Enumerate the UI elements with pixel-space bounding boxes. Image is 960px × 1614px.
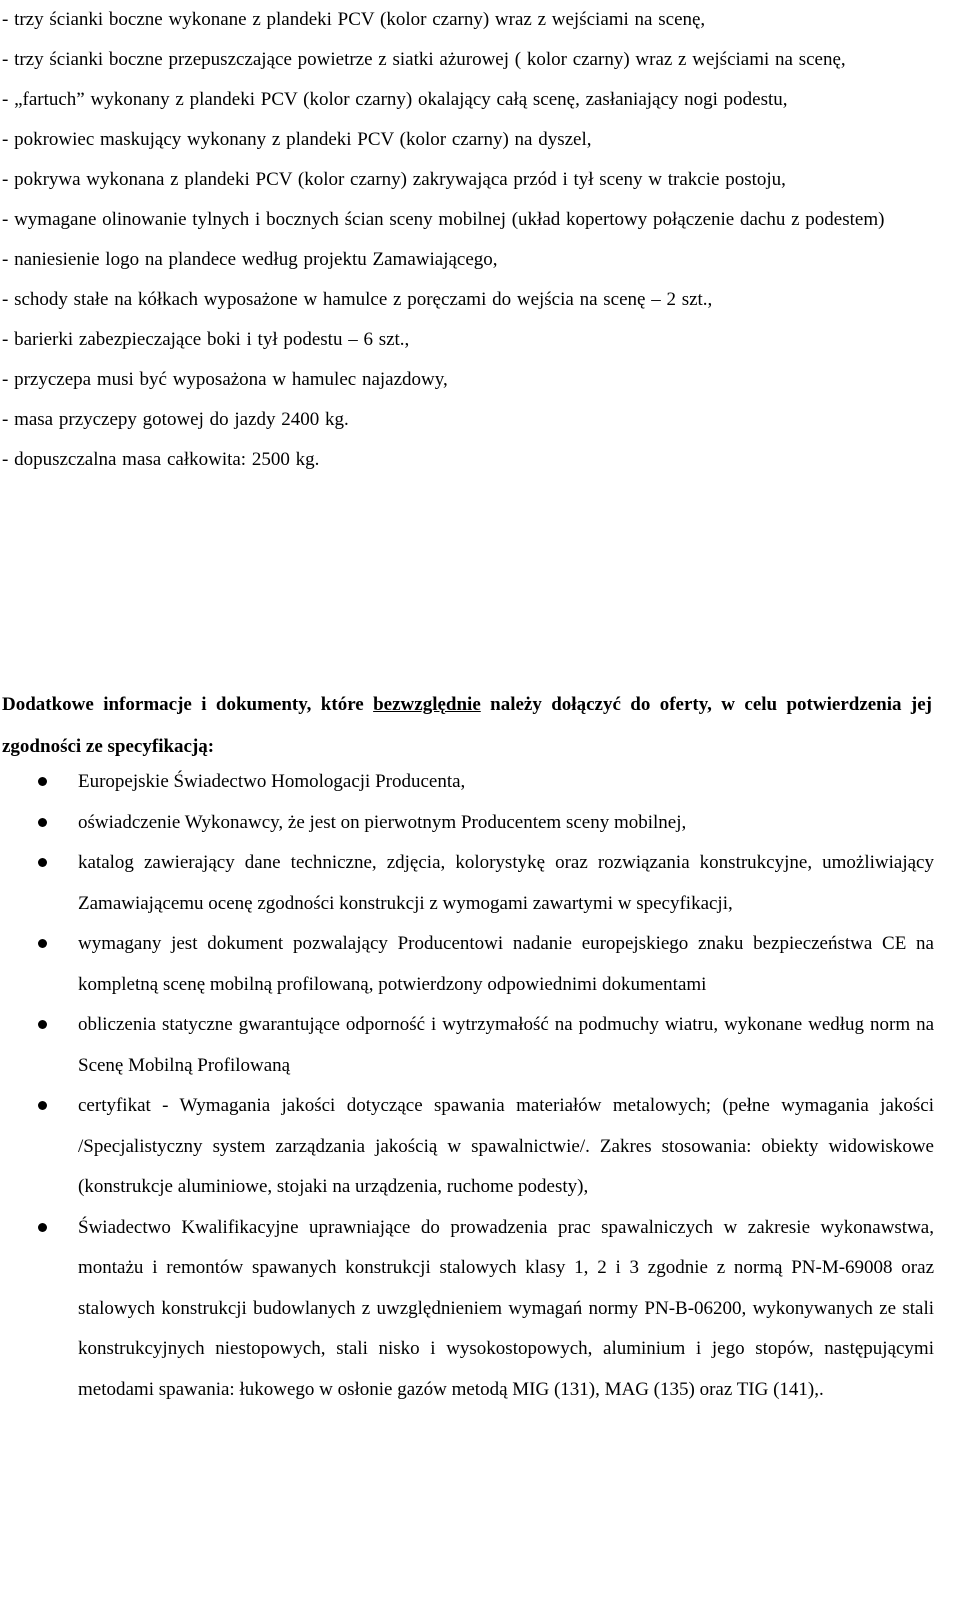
documents-heading (2, 684, 932, 768)
requirement-item: - „fartuch” wykonany z plandeki PCV (kolor czarny) okalający całą scenę, zasłaniający nogi podestu, (2, 89, 788, 110)
bullet-icon (38, 1101, 47, 1110)
heading-text-start: Dodatkowe informacje i dokumenty, które (2, 694, 374, 715)
document-item (0, 803, 934, 844)
document-item (0, 924, 934, 1005)
requirement-item: - barierki zabezpieczające boki i tył podestu – 6 szt., (2, 329, 410, 350)
requirement-item: - trzy ścianki boczne przepuszczające powietrze z siatki ażurowej ( kolor czarny) wraz z wejściami na scenę, (2, 49, 846, 70)
document-item-text: wymagany jest dokument pozwalający Producentowi nadanie europejskiego znaku bezpieczeństwa CE na kompletną scenę mobilną profilowaną, potwierdzony odpowiednimi dokumentami (78, 933, 934, 995)
document-item-text: certyfikat - Wymagania jakości dotyczące spawania materiałów metalowych; (pełne wymagania jakości /Specjalistyczny system zarządzania jakością w spawalnictwie/. Zakres stosowania: obiekty widowiskowe (konstrukcje aluminiowe, stojaki na urządzenia, ruchome podesty), (78, 1095, 934, 1197)
document-item (0, 1086, 934, 1208)
requirement-item: - trzy ścianki boczne wykonane z plandeki PCV (kolor czarny) wraz z wejściami na scenę, (2, 9, 706, 30)
requirement-item: - przyczepa musi być wyposażona w hamulec najazdowy, (2, 369, 448, 390)
requirement-item: - pokrywa wykonana z plandeki PCV (kolor czarny) zakrywająca przód i tył sceny w trakcie postoju, (2, 169, 786, 190)
documents-list (0, 762, 934, 1410)
bullet-icon (38, 939, 47, 948)
document-item-text: oświadczenie Wykonawcy, że jest on pierwotnym Producentem sceny mobilnej, (78, 811, 687, 833)
document-item (0, 1005, 934, 1086)
bullet-icon (38, 1223, 47, 1232)
document-item-text: katalog zawierający dane techniczne, zdjęcia, kolorystykę oraz rozwiązania konstrukcyjne, umożliwiający Zamawiającemu ocenę zgodności konstrukcji z wymogami zawartymi w specyfikacji, (78, 852, 934, 914)
document-item (0, 843, 934, 924)
requirement-item: - schody stałe na kółkach wyposażone w hamulce z poręczami do wejścia na scenę – 2 szt., (2, 289, 713, 310)
requirement-item: - naniesienie logo na plandece według projektu Zamawiającego, (2, 249, 498, 270)
bullet-icon (38, 777, 47, 786)
requirement-item: - masa przyczepy gotowej do jazdy 2400 kg. (2, 409, 349, 430)
requirement-item: - dopuszczalna masa całkowita: 2500 kg. (2, 449, 320, 470)
document-item-text: Europejskie Świadectwo Homologacji Producenta, (78, 771, 466, 792)
document-item-text: Świadectwo Kwalifikacyjne uprawniające do prowadzenia prac spawalniczych w zakresie wykonawstwa, montażu i remontów spawanych konstrukcji stalowych klasy 1, 2 i 3 zgodnie z normą PN-M-69008 oraz stalowych konstrukcji budowlanych z uwzględnieniem wymagań normy PN-B-06200, wykonywanych ze stali konstrukcyjnych niestopowych, stali nisko i wysokostopowych, aluminium i jego stopów, następującymi metodami spawania: łukowego w osłonie gazów metodą MIG (131), MAG (135) oraz TIG (141),. (78, 1216, 934, 1400)
bullet-icon (38, 818, 47, 827)
bullet-icon (38, 1020, 47, 1029)
requirements-list (2, 0, 932, 480)
heading-text-end: należy dołączyć do oferty, w celu potwierdzenia jej zgodności ze specyfikacją: (2, 694, 932, 757)
document-item-text: obliczenia statyczne gwarantujące odporność i wytrzymałość na podmuchy wiatru, wykonane według norm na Scenę Mobilną Profilowaną (78, 1014, 934, 1076)
heading-emphasis: bezwzględnie (373, 694, 481, 715)
bullet-icon (38, 858, 47, 867)
document-item (0, 1208, 934, 1411)
requirement-item: - pokrowiec maskujący wykonany z plandeki PCV (kolor czarny) na dyszel, (2, 129, 592, 150)
document-item (0, 762, 934, 803)
requirement-item: - wymagane olinowanie tylnych i bocznych ścian sceny mobilnej (układ kopertowy połączenie dachu z podestem) (2, 209, 885, 230)
